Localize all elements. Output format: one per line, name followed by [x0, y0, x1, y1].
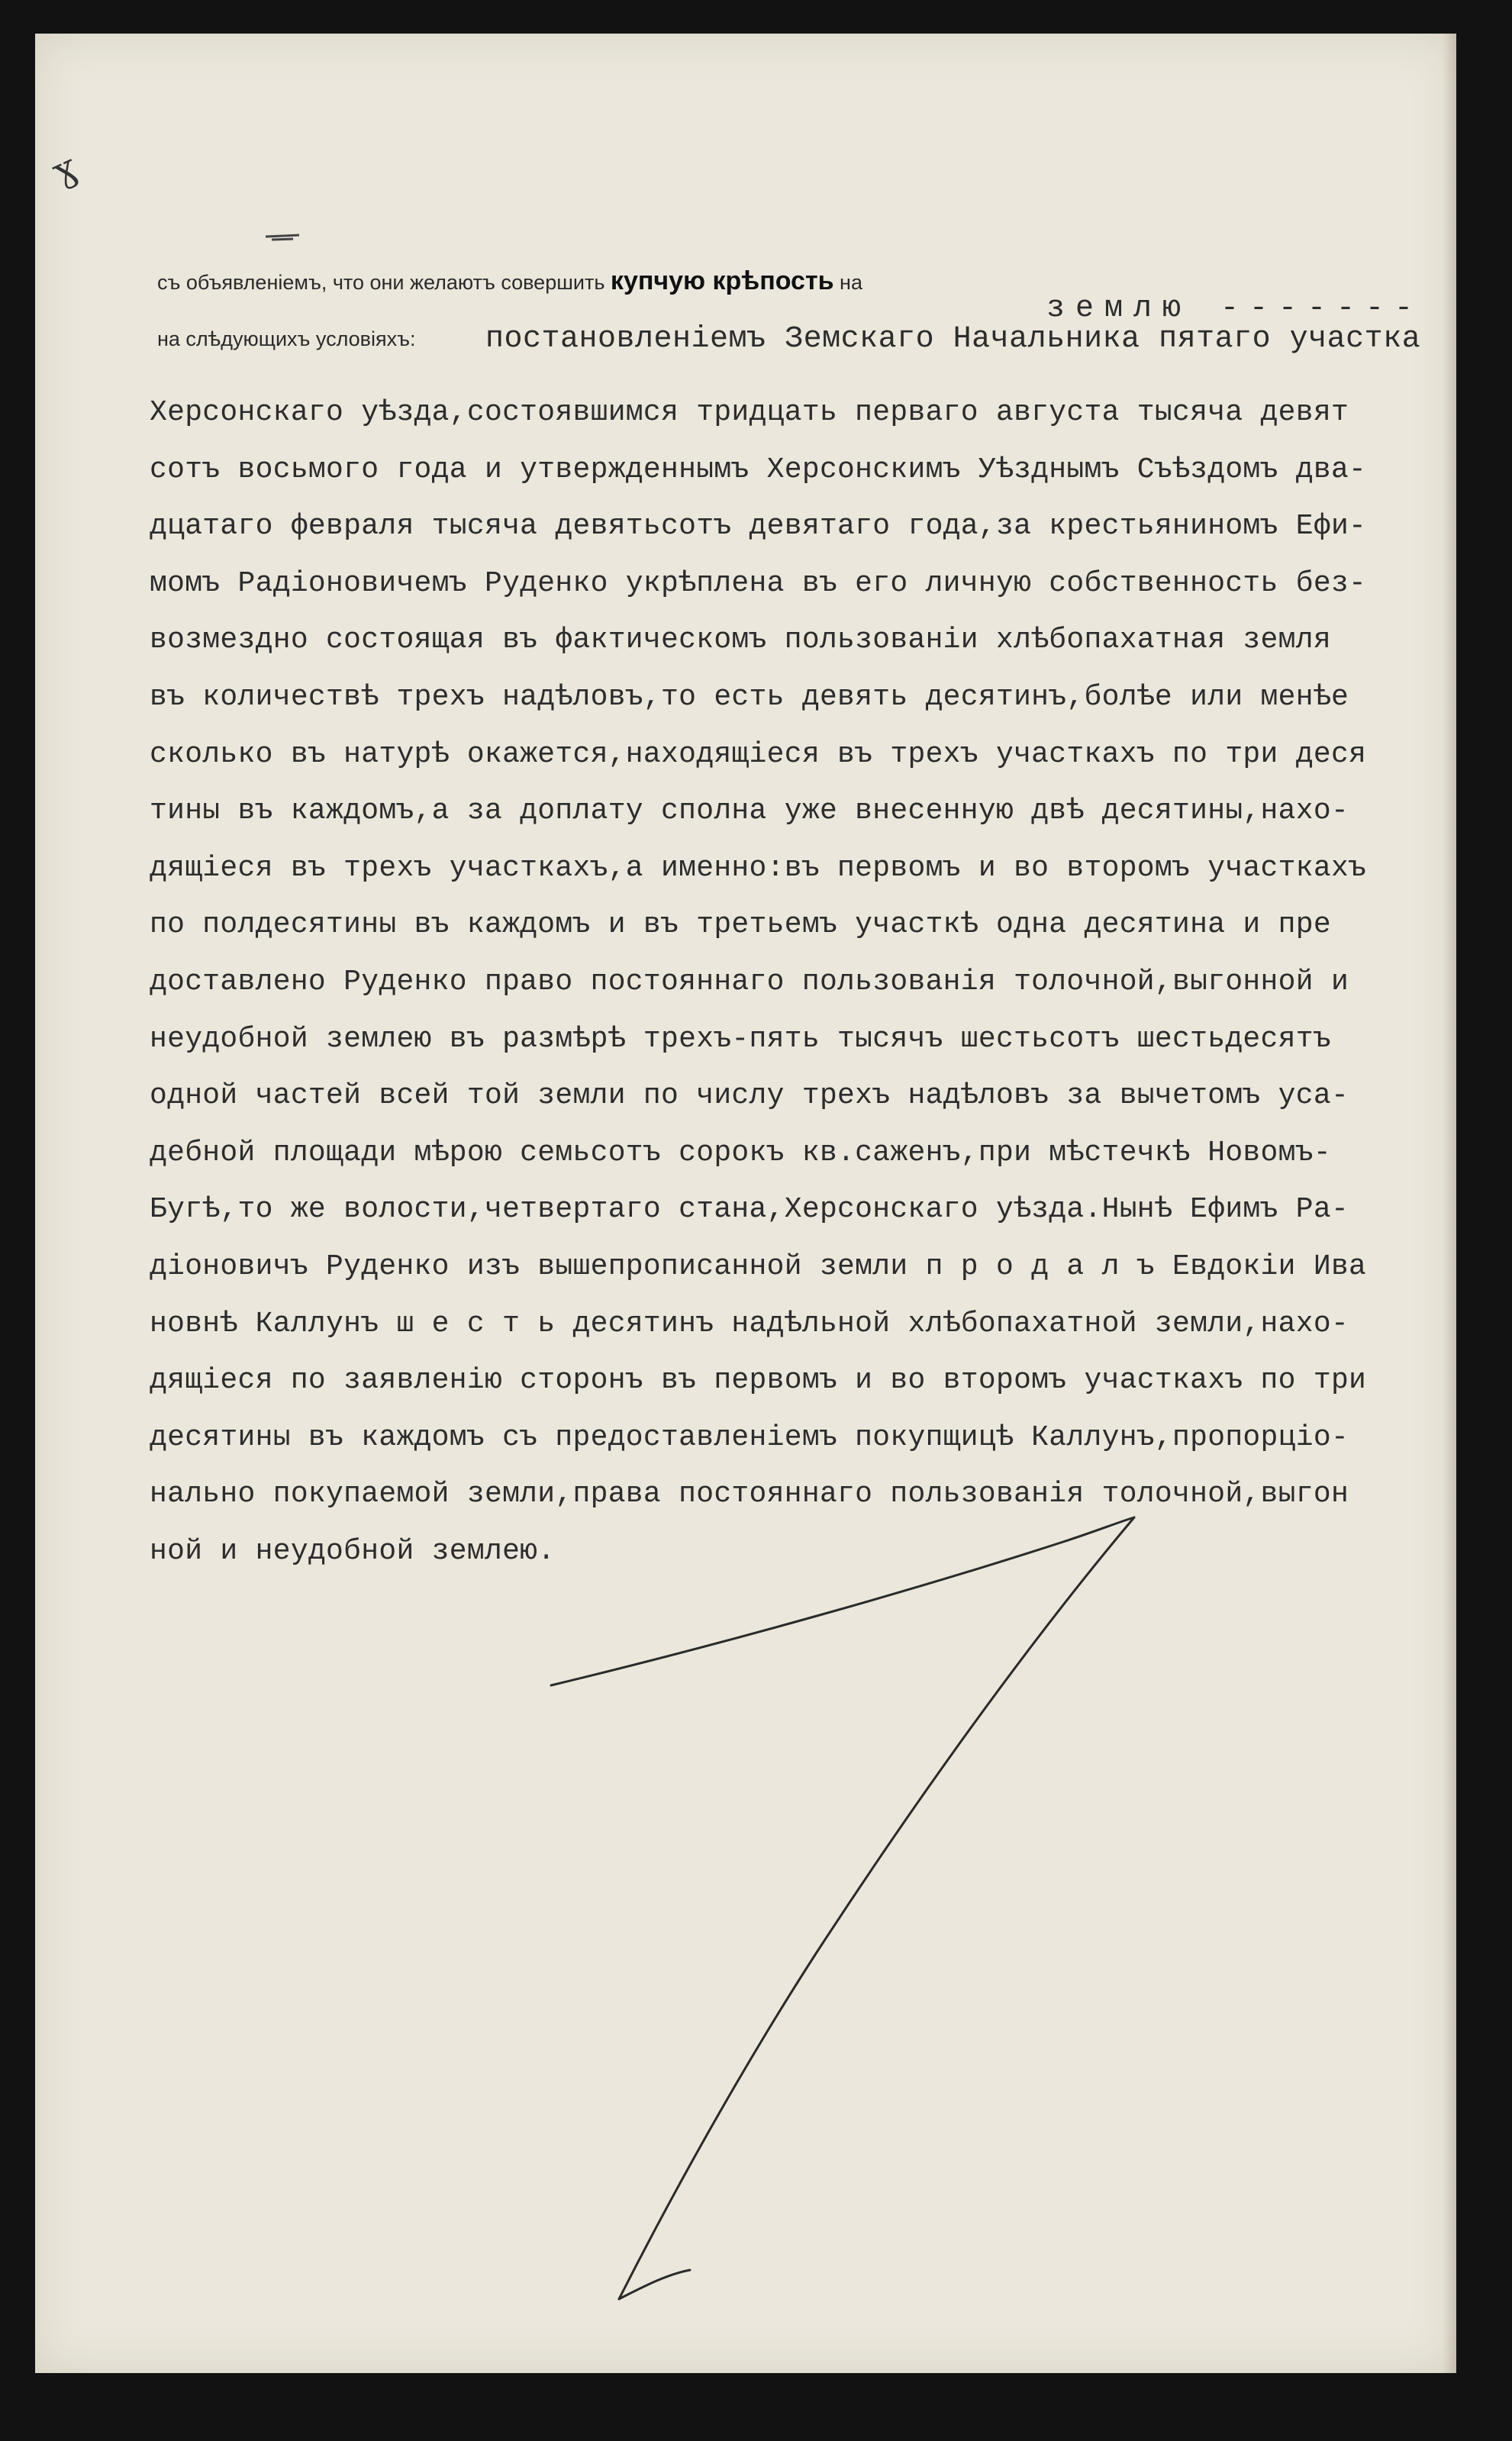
body-line: дящіеся по заявленію сторонъ въ первомъ и во второмъ участкахъ по три — [150, 1364, 1367, 1398]
conditions-label: на слѣдующихъ условіяхъ: — [157, 327, 416, 350]
deed-subject: землю ------- — [1046, 292, 1424, 326]
body-line: возмездно состоящая въ фактическомъ пользованіи хлѣбопахатная земля — [150, 624, 1331, 657]
body-line: сколько въ натурѣ окажется,находящіеся въ трехъ участкахъ по три деся — [150, 737, 1367, 771]
deed-type-label: купчую крѣпость — [610, 266, 834, 295]
ink-tick-mark — [264, 232, 302, 243]
body-line: діоновичъ Руденко изъ вышепрописанной земли п р о д а л ъ Евдокіи Ива — [150, 1250, 1367, 1283]
body-line: Херсонскаго уѣзда,состоявшимся тридцать перваго августа тысяча девят — [150, 396, 1349, 429]
deed-body-text — [150, 385, 1447, 1580]
conditions-label-line — [157, 327, 416, 351]
document-page — [35, 34, 1456, 2373]
body-line: нально покупаемой земли,права постояннаго пользованія толочной,выгон — [150, 1478, 1349, 1511]
body-line: дящіеся въ трехъ участкахъ,а именно:въ первомъ и во второмъ участкахъ — [150, 851, 1367, 885]
body-line: десятины въ каждомъ съ предоставленіемъ покупщицѣ Каллунъ,пропорціо- — [150, 1420, 1349, 1454]
form-intro-line — [157, 266, 862, 296]
body-line: момъ Радіоновичемъ Руденко укрѣплена въ его личную собственность без- — [150, 566, 1367, 600]
body-line: дебной площади мѣрою семьсотъ сорокъ кв.саженъ,при мѣстечкѣ Новомъ- — [150, 1136, 1331, 1169]
body-line: неудобной землею въ размѣрѣ трехъ-пять тысячъ шестьсотъ шестьдесятъ — [150, 1022, 1331, 1056]
corner-pencil-mark: ɣ — [45, 145, 84, 194]
conditions-first-line: постановленіемъ Земскаго Начальника пятаго участка — [485, 322, 1421, 356]
body-line: по полдесятины въ каждомъ и въ третьемъ участкѣ одна десятина и пре — [150, 908, 1331, 942]
body-line: ной и неудобной землею. — [150, 1534, 556, 1568]
body-line: Бугѣ,то же волости,четвертаго стана,Херсонскаго уѣзда.Нынѣ Ефимъ Ра- — [150, 1193, 1349, 1227]
body-line: сотъ восьмого года и утвержденнымъ Херсонскимъ Уѣзднымъ Съѣздомъ два- — [150, 453, 1367, 486]
body-line: одной частей всей той земли по числу трехъ надѣловъ за вычетомъ уса- — [150, 1079, 1349, 1113]
body-line: тины въ каждомъ,а за доплату сполна уже внесенную двѣ десятины,нахо- — [150, 795, 1349, 828]
form-intro-prefix: съ объявленіемъ, что они желаютъ совершить — [157, 271, 605, 294]
body-line: доставлено Руденко право постояннаго пользованія толочной,выгонной и — [150, 965, 1349, 998]
form-intro-suffix: на — [840, 271, 862, 294]
body-line: въ количествѣ трехъ надѣловъ,то есть девять десятинъ,болѣе или менѣе — [150, 680, 1349, 714]
body-line: дцатаго февраля тысяча девятьсотъ девятаго года,за крестьяниномъ Ефи- — [150, 510, 1367, 543]
body-line: новнѣ Каллунъ ш е с т ь десятинъ надѣльной хлѣбопахатной земли,нахо- — [150, 1307, 1349, 1340]
